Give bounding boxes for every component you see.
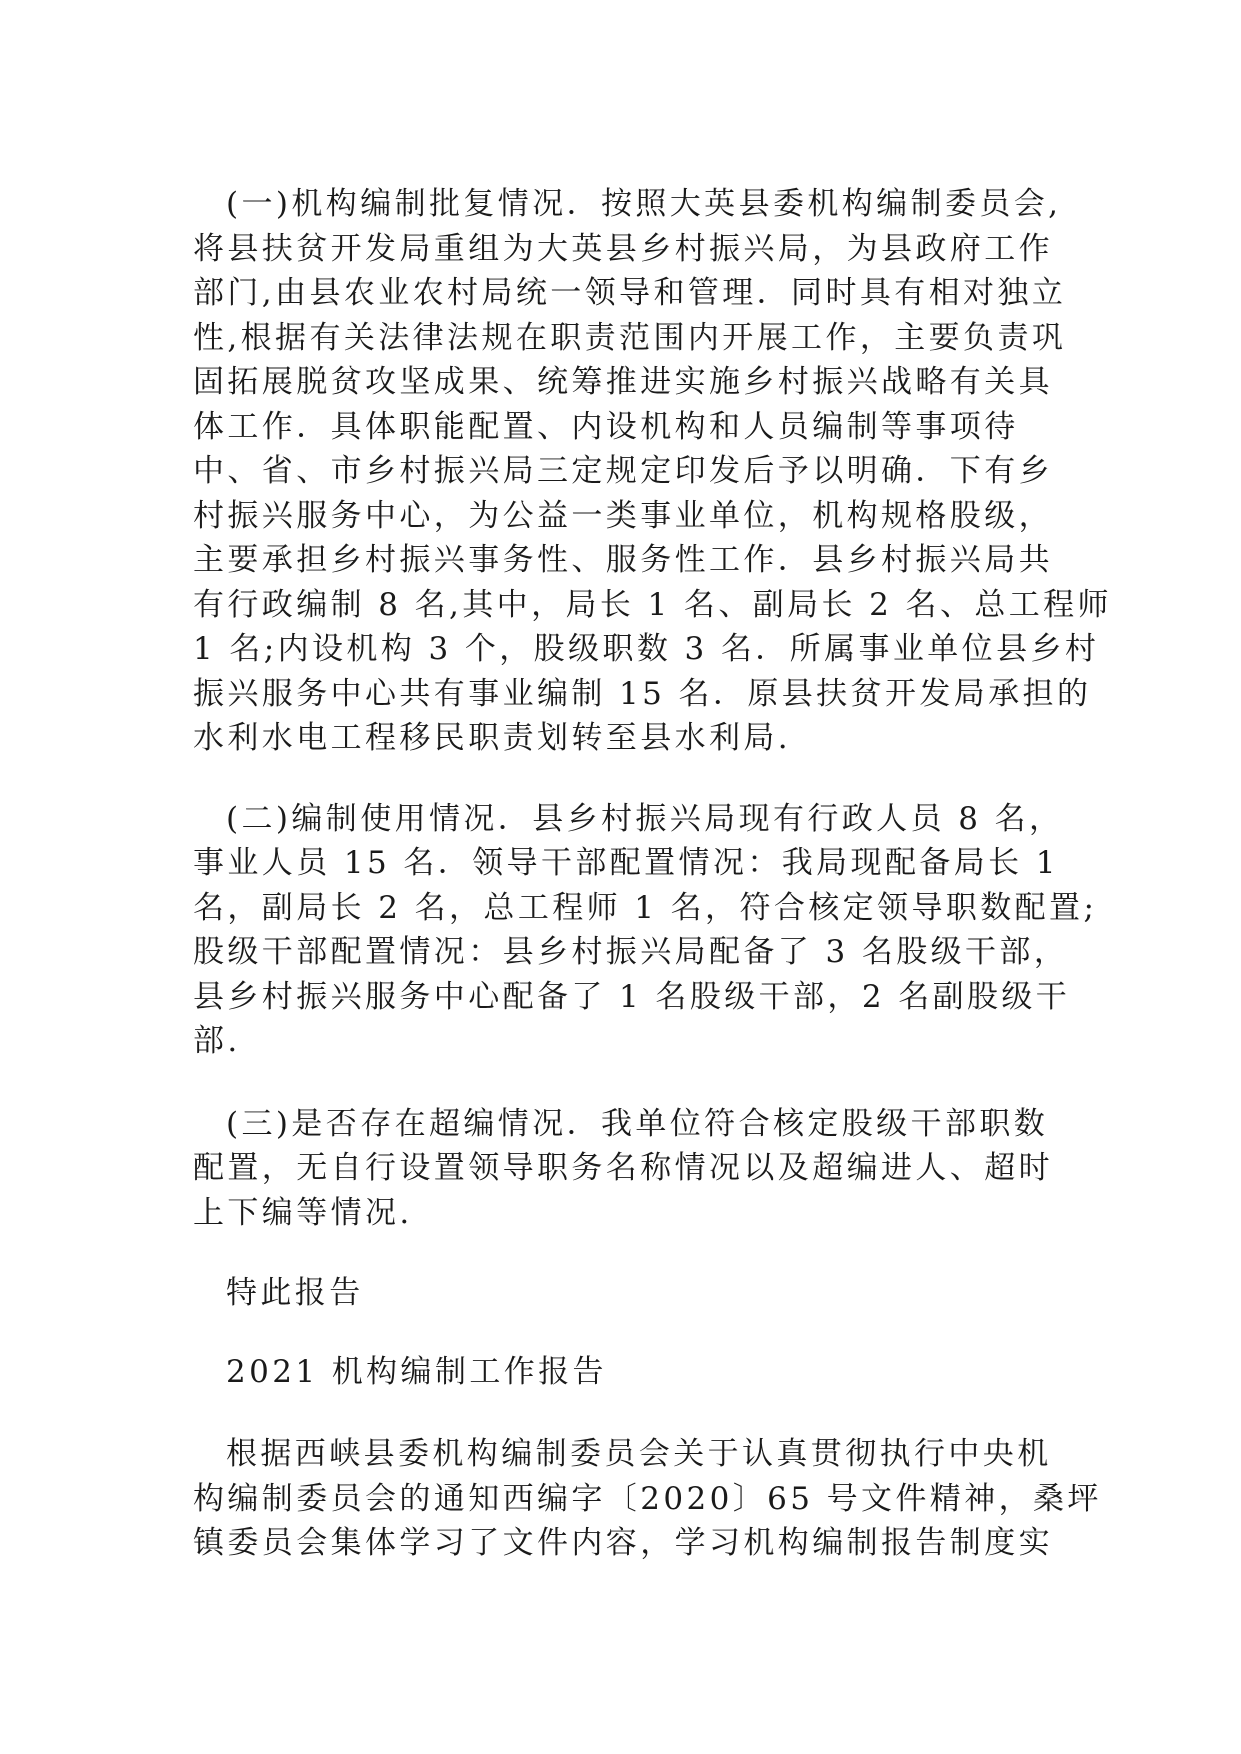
text-line: 水利水电工程移民职责划转至县水利局. <box>193 720 792 756</box>
paragraph-report-intro <box>193 1432 1102 1566</box>
text-line: 固拓展脱贫攻坚成果、统筹推进实施乡村振兴战略有关具 <box>193 364 1053 400</box>
text-line: 中、省、市乡村振兴局三定规定印发后予以明确．下有乡 <box>193 453 1053 489</box>
text-line: 县乡村振兴服务中心配备了 1 名股级干部，2 名副股级干 <box>193 978 1071 1015</box>
text-line: 根据西峡县委机构编制委员会关于认真贯彻执行中央机 <box>226 1436 1052 1472</box>
text-line: 配置，无自行设置领导职务名称情况以及超编进人、超时 <box>193 1150 1053 1186</box>
text-line: 股级干部配置情况：县乡村振兴局配备了 3 名股级干部， <box>193 934 1069 970</box>
text-line: 性,根据有关法律法规在职责范围内开展工作，主要负责巩 <box>193 319 1067 356</box>
report-title <box>193 1350 1041 1395</box>
text-line: 振兴服务中心共有事业编制 15 名．原县扶贫开发局承担的 <box>193 675 1092 712</box>
text-line: 有行政编制 8 名,其中，局长 1 名、副局长 2 名、总工程师 <box>193 586 1112 623</box>
text-line: (一)机构编制批复情况．按照大英县委机构编制委员会, <box>226 186 1062 222</box>
text-line: 2021 机构编制工作报告 <box>226 1353 607 1390</box>
text-line: 事业人员 15 名．领导干部配置情况：我局现配备局长 1 <box>193 845 1059 881</box>
text-line: (二)编制使用情况．县乡村振兴局现有行政人员 8 名， <box>226 800 1064 837</box>
text-line: 部门,由县农业农村局统一领导和管理．同时具有相对独立 <box>193 275 1067 311</box>
paragraph-staffing-approval <box>193 182 1112 761</box>
document-body <box>193 182 1112 1566</box>
text-line: 特此报告 <box>226 1275 364 1311</box>
text-line: 上下编等情况. <box>193 1194 413 1231</box>
text-line: 体工作．具体职能配置、内设机构和人员编制等事项待 <box>193 408 1019 445</box>
text-line: 部. <box>193 1023 241 1059</box>
paragraph-staffing-usage <box>193 797 1098 1064</box>
text-line: 名，副局长 2 名，总工程师 1 名，符合核定领导职数配置; <box>193 889 1098 926</box>
text-line: 将县扶贫开发局重组为大英县乡村振兴局，为县政府工作 <box>193 230 1053 267</box>
paragraph-closing <box>193 1271 1041 1316</box>
text-line: 构编制委员会的通知西编字〔2020〕65 号文件精神，桑坪 <box>193 1480 1102 1517</box>
text-line: 镇委员会集体学习了文件内容，学习机构编制报告制度实 <box>193 1525 1053 1561</box>
text-line: 1 名;内设机构 3 个，股级职数 3 名．所属事业单位县乡村 <box>193 631 1100 667</box>
paragraph-overstaffing-check <box>193 1102 1053 1236</box>
text-line: 村振兴服务中心，为公益一类事业单位，机构规格股级， <box>193 497 1053 534</box>
text-line: (三)是否存在超编情况．我单位符合核定股级干部职数 <box>226 1105 1049 1142</box>
text-line: 主要承担乡村振兴事务性、服务性工作．县乡村振兴局共 <box>193 542 1053 578</box>
